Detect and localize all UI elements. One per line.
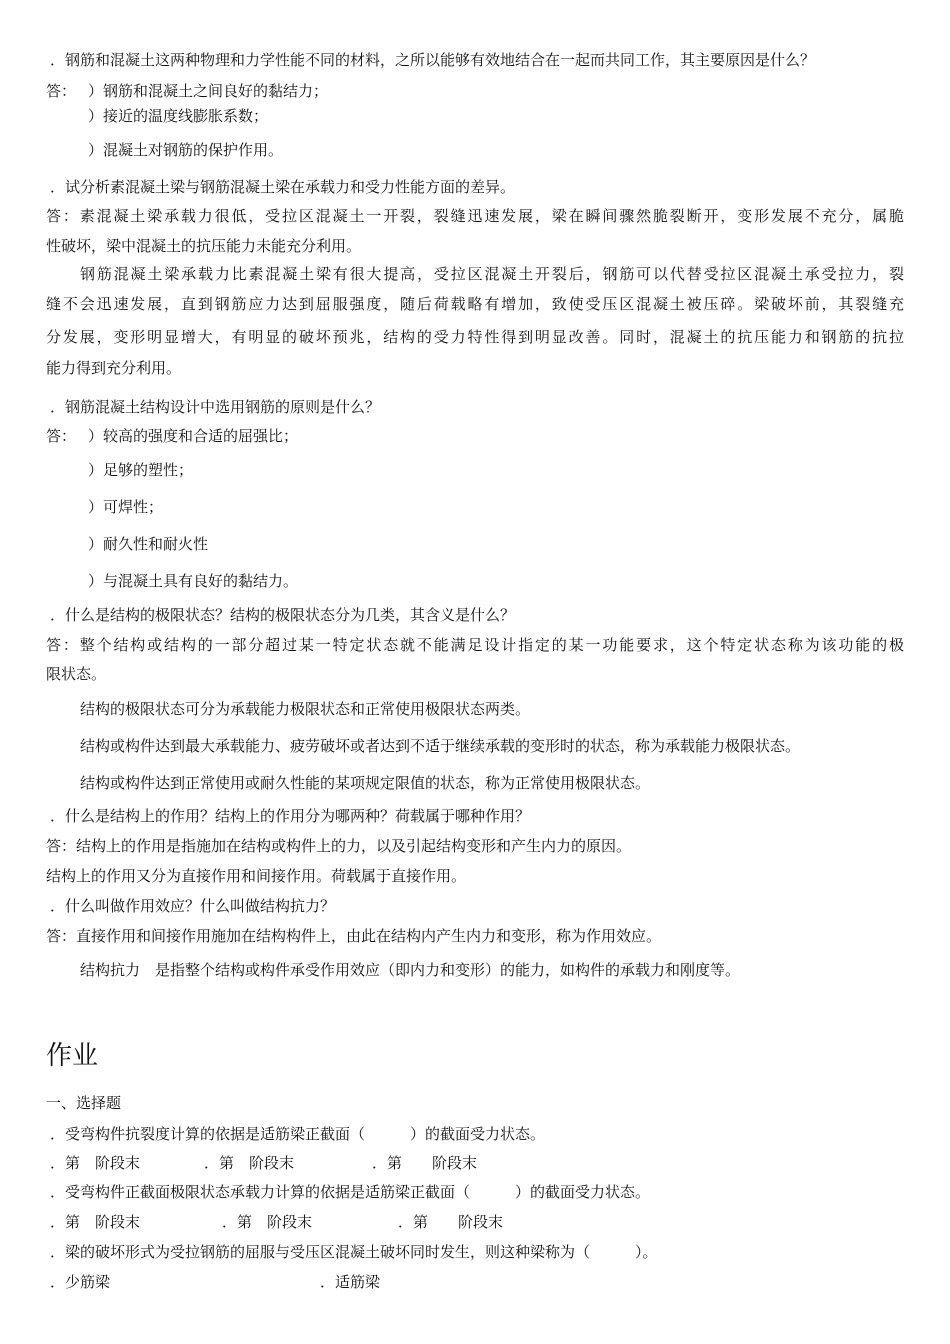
mc-option[interactable]: ．第 阶段末 xyxy=(50,1154,141,1172)
answer-prefix: 答： xyxy=(46,427,77,445)
answer-paragraph: 能力得到充分利用。 xyxy=(46,359,182,377)
answer-item: ）混凝土对钢筋的保护作用。 xyxy=(88,141,284,159)
answer-item: ）可焊性； xyxy=(88,498,164,516)
mc-option[interactable]: ．第 阶段末 xyxy=(222,1213,313,1231)
question-2: ．试分析素混凝土梁与钢筋混凝土梁在承载力和受力性能方面的差异。 xyxy=(50,178,516,196)
answer-paragraph: 结构或构件达到最大承载能力、疲劳破坏或者达到不适于继续承载的变形时的状态，称为承载能力极限状态。 xyxy=(80,737,801,755)
section-subtitle: 一、选择题 xyxy=(46,1094,122,1112)
answer-paragraph: 结构或构件达到正常使用或耐久性能的某项规定限值的状态，称为正常使用极限状态。 xyxy=(80,774,651,792)
question-3: ．钢筋混凝土结构设计中选用钢筋的原则是什么？ xyxy=(50,398,381,416)
answer-item: ）接近的温度线膨胀系数； xyxy=(88,107,269,125)
mc-option[interactable]: ．第 阶段末 xyxy=(50,1213,141,1231)
answer-item: ）与混凝土具有良好的黏结力。 xyxy=(88,572,299,590)
mc-option[interactable]: ．第 阶段末 xyxy=(398,1213,504,1231)
mc-question-3: ．梁的破坏形式为受拉钢筋的屈服与受压区混凝土破坏同时发生，则这种梁称为（ ）。 xyxy=(50,1243,658,1261)
answer-item: ）足够的塑性； xyxy=(88,461,194,479)
section-title: 作业 xyxy=(46,1041,99,1071)
answer-paragraph: 结构抗力 是指整个结构或构件承受作用效应（即内力和变形）的能力，如构件的承载力和刚度等。 xyxy=(80,961,741,979)
mc-option[interactable]: ．第 阶段末 xyxy=(204,1154,295,1172)
answer-paragraph: 答：直接作用和间接作用施加在结构构件上，由此在结构内产生内力和变形，称为作用效应。 xyxy=(46,927,662,945)
answer-paragraph: 答：整个结构或结构的一部分超过某一特定状态就不能满足设计指定的某一功能要求，这个特定状态称为该功能的极 xyxy=(46,636,904,654)
mc-question-2: ．受弯构件正截面极限状态承载力计算的依据是适筋梁正截面（ ）的截面受力状态。 xyxy=(50,1183,651,1201)
answer-paragraph: 结构的极限状态可分为承载能力极限状态和正常使用极限状态两类。 xyxy=(80,700,531,718)
answer-item: ）较高的强度和合适的屈强比； xyxy=(88,427,299,445)
answer-item: ）钢筋和混凝土之间良好的黏结力； xyxy=(88,82,329,100)
question-4: ．什么是结构的极限状态？结构的极限状态分为几类，其含义是什么？ xyxy=(50,606,516,624)
answer-paragraph: 限状态。 xyxy=(46,665,107,683)
answer-paragraph: 答：结构上的作用是指施加在结构或构件上的力，以及引起结构变形和产生内力的原因。 xyxy=(46,837,632,855)
answer-paragraph: 分发展，变形明显增大，有明显的破坏预兆，结构的受力特性得到明显改善。同时，混凝土的抗压能力和钢筋的抗拉 xyxy=(46,328,904,346)
answer-paragraph: 钢筋混凝土梁承载力比素混凝土梁有很大提高，受拉区混凝土开裂后，钢筋可以代替受拉区混凝土承受拉力，裂 xyxy=(80,265,904,283)
mc-question-1: ．受弯构件抗裂度计算的依据是适筋梁正截面（ ）的截面受力状态。 xyxy=(50,1125,546,1143)
answer-paragraph: 性破坏，梁中混凝土的抗压能力未能充分利用。 xyxy=(46,237,362,255)
answer-paragraph: 结构上的作用又分为直接作用和间接作用。荷载属于直接作用。 xyxy=(46,867,467,885)
question-5: ．什么是结构上的作用？结构上的作用分为哪两种？荷载属于哪种作用？ xyxy=(50,807,531,825)
answer-paragraph: 缝不会迅速发展，直到钢筋应力达到屈服强度，随后荷载略有增加，致使受压区混凝土被压碎。梁破坏前，其裂缝充 xyxy=(46,295,904,313)
answer-item: ）耐久性和耐火性 xyxy=(88,535,209,553)
question-6: ．什么叫做作用效应？什么叫做结构抗力？ xyxy=(50,897,336,915)
answer-prefix: 答： xyxy=(46,82,77,100)
mc-option[interactable]: ．少筋梁 xyxy=(50,1273,111,1291)
mc-option[interactable]: ．第 阶段末 xyxy=(372,1154,478,1172)
mc-option[interactable]: ．适筋梁 xyxy=(320,1273,381,1291)
answer-paragraph: 答：素混凝土梁承载力很低，受拉区混凝土一开裂，裂缝迅速发展，梁在瞬间骤然脆裂断开，变形发展不充分，属脆 xyxy=(46,207,904,225)
question-1: ．钢筋和混凝土这两种物理和力学性能不同的材料，之所以能够有效地结合在一起而共同工作，其主要原因是什么？ xyxy=(50,51,816,69)
